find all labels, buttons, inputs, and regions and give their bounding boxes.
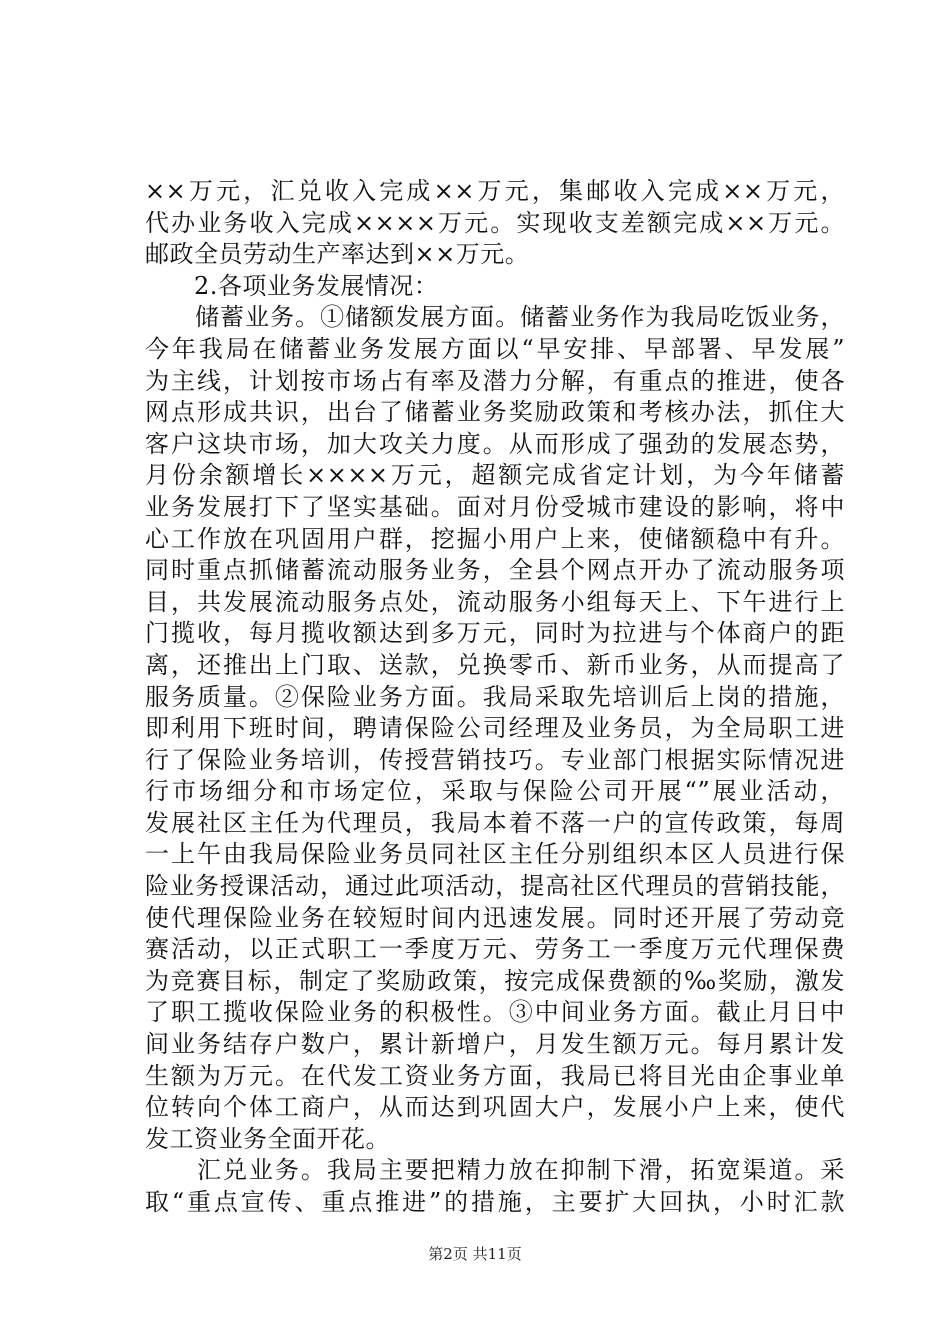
text-line: 服务质量。②保险业务方面。我局采取先培训后上岗的措施， [145, 682, 845, 711]
document-body [145, 176, 845, 1219]
text-line: 代办业务收入完成××××万元。实现收支差额完成××万元。 [145, 208, 845, 237]
text-line: 为竞赛目标，制定了奖励政策，按完成保费额的‰奖励，激发 [145, 966, 845, 995]
text-line: 生额为万元。在代发工资业务方面，我局已将目光由企事业单 [145, 1061, 845, 1090]
text-line: 位转向个体工商户，从而达到巩固大户，发展小户上来，使代 [145, 1093, 845, 1122]
text-line: 发展社区主任为代理员，我局本着不落一户的宣传政策，每周 [145, 808, 845, 837]
text-line: 储蓄业务。①储额发展方面。储蓄业务作为我局吃饭业务， [145, 303, 845, 332]
text-line: 险业务授课活动，通过此项活动，提高社区代理员的营销技能， [145, 872, 845, 901]
text-line: 客户这块市场，加大攻关力度。从而形成了强劲的发展态势， [145, 429, 845, 458]
text-line: 月份余额增长××××万元，超额完成省定计划，为今年储蓄 [145, 461, 845, 490]
text-line: 2.各项业务发展情况： [145, 271, 439, 300]
text-line: 同时重点抓储蓄流动服务业务，全县个网点开办了流动服务项 [145, 556, 845, 585]
text-line: 行了保险业务培训，传授营销技巧。专业部门根据实际情况进 [145, 745, 845, 774]
text-line: 即利用下班时间，聘请保险公司经理及业务员，为全局职工进 [145, 714, 845, 743]
page-footer: 第2页 共11页 [428, 1245, 522, 1263]
text-line: 离，还推出上门取、送款，兑换零币、新币业务，从而提高了 [145, 650, 845, 679]
text-line: 行市场细分和市场定位，采取与保险公司开展“”展业活动， [145, 777, 845, 806]
text-line: 为主线，计划按市场占有率及潜力分解，有重点的推进，使各 [145, 366, 845, 395]
text-line: 间业务结存户数户，累计新增户，月发生额万元。每月累计发 [145, 1030, 845, 1059]
text-line: 业务发展打下了坚实基础。面对月份受城市建设的影响，将中 [145, 492, 845, 521]
text-line: 门揽收，每月揽收额达到多万元，同时为拉进与个体商户的距 [145, 619, 845, 648]
text-line: 使代理保险业务在较短时间内迅速发展。同时还开展了劳动竞 [145, 903, 845, 932]
text-line: 赛活动，以正式职工一季度万元、劳务工一季度万元代理保费 [145, 935, 845, 964]
text-line: ××万元，汇兑收入完成××万元，集邮收入完成××万元， [145, 177, 845, 205]
text-line: 取“重点宣传、重点推进”的措施，主要扩大回执，小时汇款 [145, 1188, 845, 1216]
text-line: 网点形成共识，出台了储蓄业务奖励政策和考核办法，抓住大 [145, 398, 845, 427]
text-line: 邮政全员劳动生产率达到××万元。 [145, 240, 530, 269]
text-line: 心工作放在巩固用户群，挖掘小用户上来，使储额稳中有升。 [145, 524, 845, 553]
text-line: 了职工揽收保险业务的积极性。③中间业务方面。截止月日中 [145, 998, 845, 1027]
text-line: 今年我局在储蓄业务发展方面以“早安排、早部署、早发展” [145, 334, 845, 363]
text-line: 一上午由我局保险业务员同社区主任分别组织本区人员进行保 [145, 840, 845, 869]
text-line: 发工资业务全面开花。 [145, 1124, 390, 1153]
text-line: 汇兑业务。我局主要把精力放在抑制下滑，拓宽渠道。采 [145, 1156, 845, 1185]
text-line: 目，共发展流动服务点处，流动服务小组每天上、下午进行上 [145, 587, 845, 616]
